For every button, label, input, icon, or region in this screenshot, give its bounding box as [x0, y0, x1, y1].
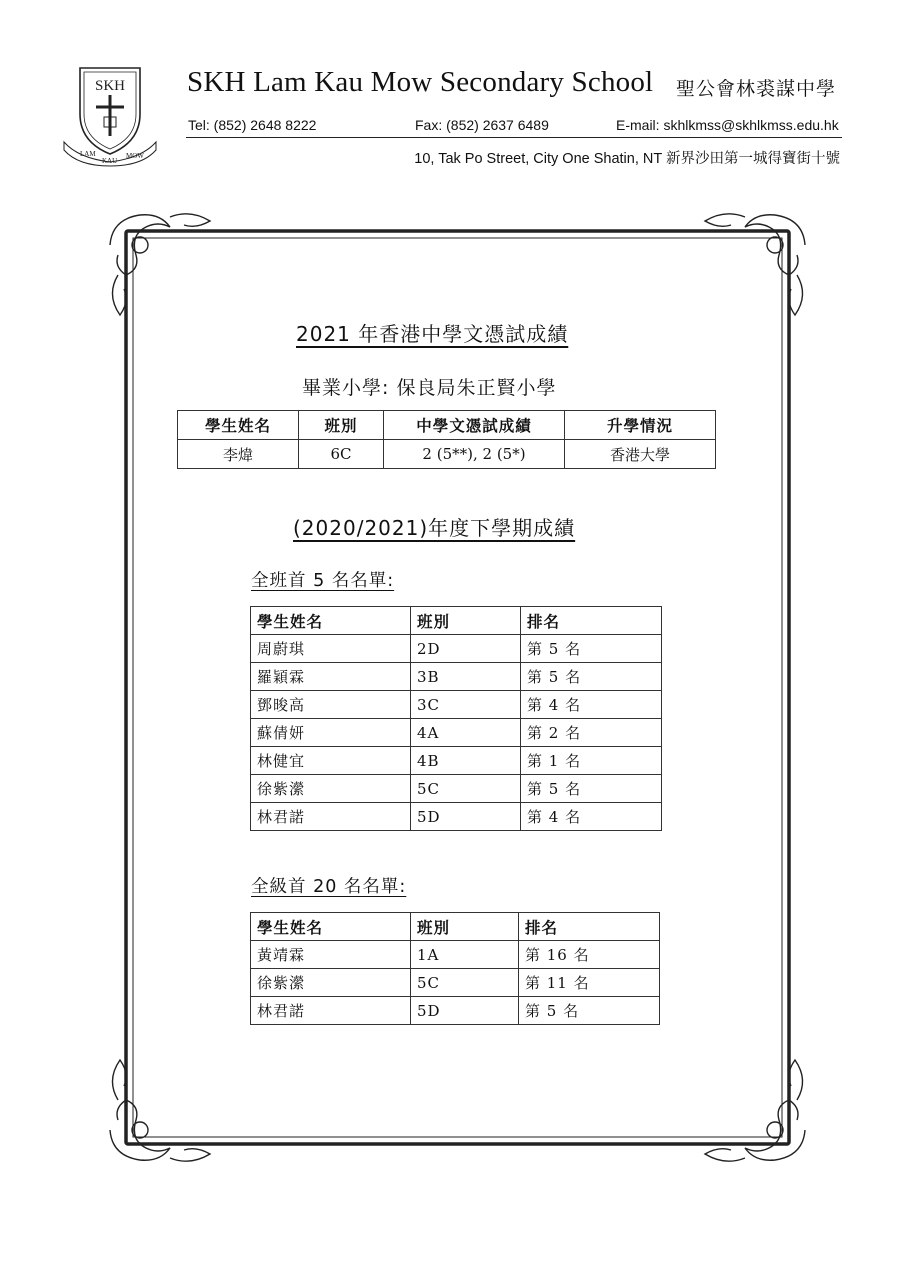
- class-cell: 5C: [411, 969, 519, 997]
- table-row: [251, 803, 662, 831]
- student-name-cell: 羅穎霖: [251, 663, 411, 691]
- class-cell: 2D: [411, 635, 521, 663]
- class-cell: 3C: [411, 691, 521, 719]
- table-header-row: [251, 607, 662, 635]
- student-name-cell: 徐紫瀠: [251, 775, 411, 803]
- form-top20-table: [250, 912, 660, 1025]
- rank-cell: 第 5 名: [521, 663, 662, 691]
- school-name-english: SKH Lam Kau Mow Secondary School: [187, 66, 654, 98]
- table-row: [251, 635, 662, 663]
- table-row: [178, 440, 716, 469]
- rank-cell: 第 5 名: [519, 997, 660, 1025]
- logo-ribbon-word: LAM: [80, 150, 96, 158]
- logo-ribbon-word: KAU: [102, 157, 118, 165]
- email[interactable]: E-mail: skhlkmss@skhlkmss.edu.hk: [616, 117, 839, 133]
- fax: Fax: (852) 2637 6489: [415, 117, 549, 133]
- table-row: [251, 719, 662, 747]
- student-name-cell: 黃靖霖: [251, 941, 411, 969]
- table-row: [251, 969, 660, 997]
- rank-cell: 第 11 名: [519, 969, 660, 997]
- rank-cell: 第 4 名: [521, 691, 662, 719]
- class-cell: 4A: [411, 719, 521, 747]
- form-top20-heading: 全級首 20 名名單:: [251, 877, 407, 897]
- student-name-cell: 李煒: [178, 440, 299, 469]
- class-top5-table: [250, 606, 662, 831]
- table-row: [251, 747, 662, 775]
- class-cell: 3B: [411, 663, 521, 691]
- class-cell: 5D: [411, 803, 521, 831]
- dse-results-title: 2021 年香港中學文憑試成績: [296, 322, 569, 346]
- column-header: 中學文憑試成績: [384, 411, 565, 440]
- table-row: [251, 691, 662, 719]
- column-header: 學生姓名: [251, 607, 411, 635]
- table-row: [251, 775, 662, 803]
- student-name-cell: 林君諾: [251, 997, 411, 1025]
- column-header: 排名: [521, 607, 662, 635]
- table-row: [251, 941, 660, 969]
- column-header: 班別: [411, 607, 521, 635]
- student-name-cell: 林健宜: [251, 747, 411, 775]
- rank-cell: 第 5 名: [521, 635, 662, 663]
- rank-cell: 第 2 名: [521, 719, 662, 747]
- table-header-row: [178, 411, 716, 440]
- column-header: 班別: [299, 411, 384, 440]
- column-header: 排名: [519, 913, 660, 941]
- school-crest-logo: [60, 62, 160, 167]
- school-name-chinese: 聖公會林裘謀中學: [676, 78, 837, 100]
- student-name-cell: 鄧晙高: [251, 691, 411, 719]
- class-cell: 6C: [299, 440, 384, 469]
- class-top5-heading: 全班首 5 名名單:: [251, 571, 395, 591]
- letterhead-divider: [186, 137, 842, 138]
- student-name-cell: 徐紫瀠: [251, 969, 411, 997]
- university-cell: 香港大學: [565, 440, 716, 469]
- column-header: 升學情況: [565, 411, 716, 440]
- class-cell: 5C: [411, 775, 521, 803]
- table-row: [251, 997, 660, 1025]
- school-address: 10, Tak Po Street, City One Shatin, NT 新界沙田第一城得寶街十號: [414, 151, 840, 167]
- student-name-cell: 蘇倩妍: [251, 719, 411, 747]
- rank-cell: 第 5 名: [521, 775, 662, 803]
- rank-cell: 第 4 名: [521, 803, 662, 831]
- column-header: 學生姓名: [251, 913, 411, 941]
- telephone: Tel: (852) 2648 8222: [188, 117, 317, 133]
- class-cell: 5D: [411, 997, 519, 1025]
- primary-school-subtitle: 畢業小學: 保良局朱正賢小學: [302, 377, 557, 399]
- column-header: 班別: [411, 913, 519, 941]
- term-results-title: (2020/2021)年度下學期成績: [293, 516, 576, 540]
- rank-cell: 第 1 名: [521, 747, 662, 775]
- rank-cell: 第 16 名: [519, 941, 660, 969]
- dse-results-table: [177, 410, 716, 469]
- class-cell: 1A: [411, 941, 519, 969]
- table-row: [251, 663, 662, 691]
- dse-grade-cell: 2 (5**), 2 (5*): [384, 440, 565, 469]
- column-header: 學生姓名: [178, 411, 299, 440]
- student-name-cell: 周蔚琪: [251, 635, 411, 663]
- logo-ribbon-word: MOW: [126, 152, 144, 160]
- class-cell: 4B: [411, 747, 521, 775]
- table-header-row: [251, 913, 660, 941]
- student-name-cell: 林君諾: [251, 803, 411, 831]
- logo-monogram: SKH: [94, 78, 126, 94]
